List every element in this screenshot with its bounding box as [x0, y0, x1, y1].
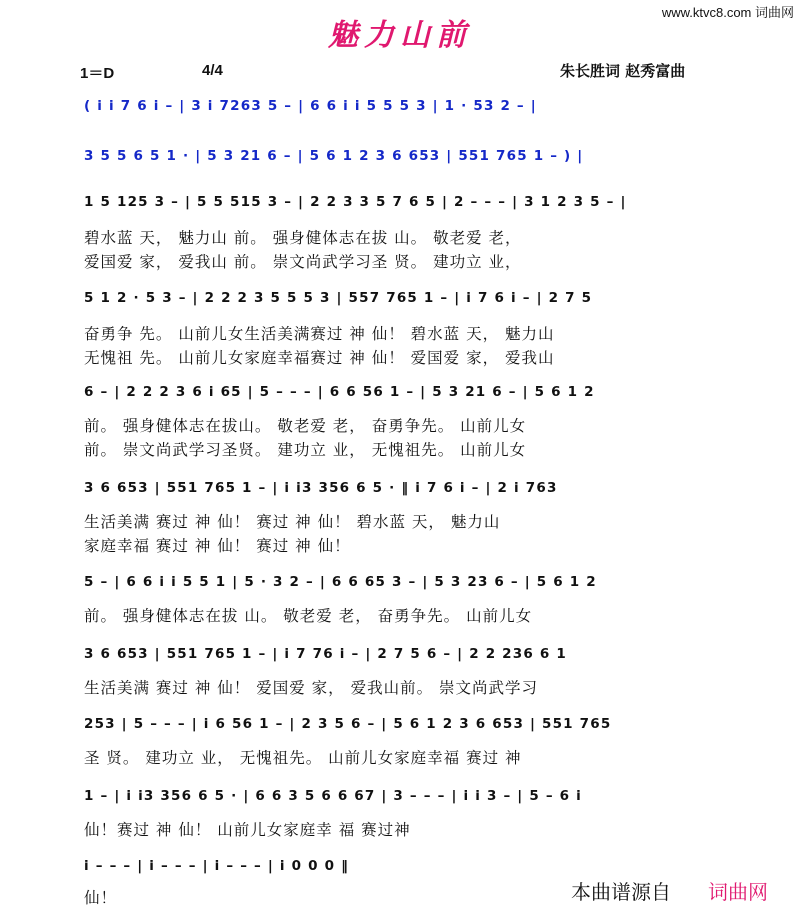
time-signature: 4/4: [202, 62, 223, 79]
site-watermark: www.ktvc8.com 词曲网: [661, 5, 794, 20]
key-signature: 1＝D: [80, 65, 115, 82]
footer-site-link[interactable]: 词曲网: [708, 880, 768, 904]
intro-line-1: ( i i 7 6 i – | 3 i 7263 5 – | 6 6 i i 5 5 5 3 | 1 · 53 2 – |: [84, 98, 537, 114]
intro-line-2: 3 5 5 6 5 1 · | 5 3 21 6 – | 5 6 1 2 3 6 653 | 551 765 1 – ) |: [84, 148, 584, 164]
footer-source: 本曲谱源自: [571, 880, 671, 904]
notation-line-2: 5 1 2 · 5 3 – | 2 2 2 3 5 5 5 3 | 557 765 1 – | i 7 6 i – | 2 7 5: [84, 290, 593, 306]
lyric-line-5: 前。 强身健体志在拔 山。 敬老爱 老， 奋勇争先。 山前儿女: [84, 607, 533, 625]
lyric-line-2a: 奋勇争 先。 山前儿女生活美满赛过 神 仙！ 碧水蓝 天， 魅力山: [84, 325, 555, 343]
lyric-line-3b: 前。 崇文尚武学习圣贤。 建功立 业， 无愧祖先。 山前儿女: [84, 441, 527, 459]
notation-line-9: i – – – | i – – – | i – – – | i 0 0 0 ‖: [84, 858, 350, 874]
notation-line-4: 3 6 653 | 551 765 1 – | i i3 356 6 5 · ‖ i 7 6 i – | 2 i 763: [84, 480, 558, 496]
notation-line-5: 5 – | 6 6 i i 5 5 1 | 5 · 3 2 – | 6 6 65 3 – | 5 3 23 6 – | 5 6 1 2: [84, 574, 597, 590]
lyric-line-1a: 碧水蓝 天， 魅力山 前。 强身健体志在拔 山。 敬老爱 老，: [84, 229, 522, 247]
notation-line-8: 1 – | i i3 356 6 5 · | 6 6 3 5 6 6 67 | 3 – – – | i i 3 – | 5 – 6 i: [84, 788, 582, 804]
lyric-line-3a: 前。 强身健体志在拔山。 敬老爱 老， 奋勇争先。 山前儿女: [84, 417, 527, 435]
notation-line-6: 3 6 653 | 551 765 1 – | i 7 76 i – | 2 7 5 6 – | 2 2 236 6 1: [84, 646, 567, 662]
lyric-line-8: 仙！赛过 神 仙！ 山前儿女家庭幸 福 赛过神: [84, 821, 411, 839]
notation-line-7: 253 | 5 – – – | i 6 56 1 – | 2 3 5 6 – | 5 6 1 2 3 6 653 | 551 765: [84, 716, 612, 732]
lyric-line-6: 生活美满 赛过 神 仙！ 爱国爱 家， 爱我山前。 崇文尚武学习: [84, 679, 538, 697]
lyric-line-4a: 生活美满 赛过 神 仙！ 赛过 神 仙！ 碧水蓝 天， 魅力山: [84, 513, 501, 531]
lyric-line-7: 圣 贤。 建功立 业， 无愧祖先。 山前儿女家庭幸福 赛过 神: [84, 749, 522, 767]
notation-line-1: 1 5 125 3 – | 5 5 515 3 – | 2 2 3 3 5 7 6 5 | 2 – – – | 3 1 2 3 5 – |: [84, 194, 627, 210]
lyric-line-1b: 爱国爱 家， 爱我山 前。 崇文尚武学习圣 贤。 建功立 业，: [84, 253, 522, 271]
credits: 朱长胜词 赵秀富曲: [560, 62, 686, 80]
lyric-line-2b: 无愧祖 先。 山前儿女家庭幸福赛过 神 仙！ 爱国爱 家， 爱我山: [84, 349, 555, 367]
lyric-line-9: 仙！: [84, 889, 118, 907]
lyric-line-4b: 家庭幸福 赛过 神 仙！ 赛过 神 仙！: [84, 537, 351, 555]
song-title: 魅力山前: [328, 18, 472, 53]
notation-line-3: 6 – | 2 2 2 3 6 i 65 | 5 – – – | 6 6 56 1 – | 5 3 21 6 – | 5 6 1 2: [84, 384, 595, 400]
